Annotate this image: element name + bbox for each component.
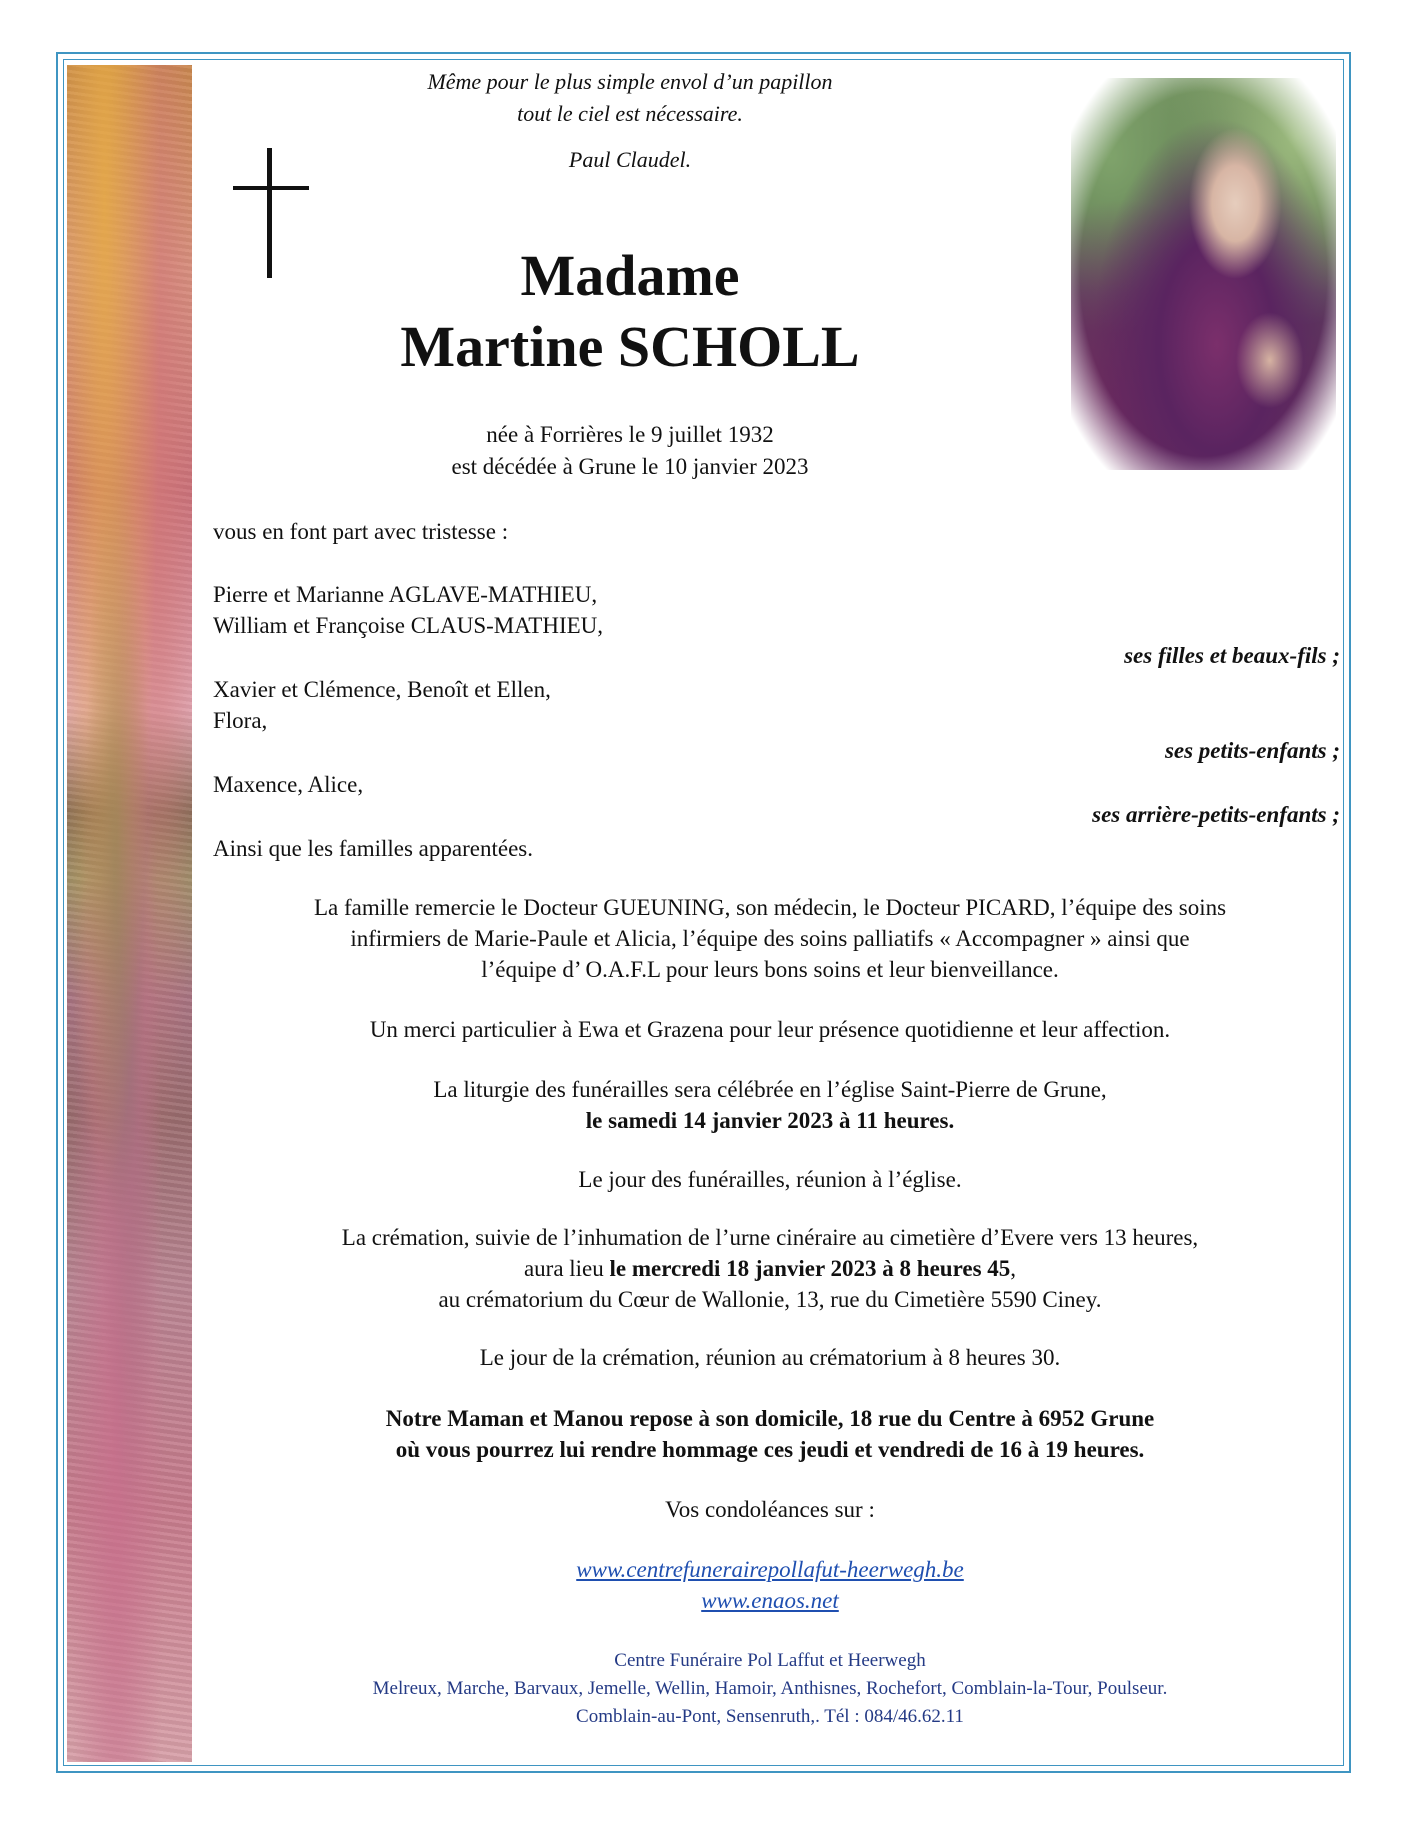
funeral-meeting: Le jour des funérailles, réunion à l’église. [578, 1167, 962, 1192]
condolences-link-funeral-center[interactable]: www.centrefunerairepollafut-heerwegh.be [576, 1557, 964, 1582]
family-line: Maxence, Alice, [213, 772, 364, 797]
relation-great-grandchildren: ses arrière-petits-enfants ; [1092, 802, 1340, 827]
footer-company: Centre Funéraire Pol Laffut et Heerwegh [614, 1650, 926, 1671]
deceased-name: Martine SCHOLL [400, 314, 860, 379]
decorative-floral-strip [67, 65, 192, 1762]
cremation-date: le mercredi 18 janvier 2023 à 8 heures 45 [609, 1256, 1011, 1281]
thanks-line-1: La famille remercie le Docteur GUEUNING, son médecin, le Docteur PICARD, l’équipe des soins [313, 895, 1227, 920]
condolences-label: Vos condoléances sur : [665, 1497, 875, 1522]
announcement-intro: vous en font part avec tristesse : [213, 519, 509, 544]
crematorium-address: au crématorium du Cœur de Wallonie, 13, rue du Cimetière 5590 Ciney. [438, 1287, 1102, 1312]
visitation-line-1: Notre Maman et Manou repose à son domicile, 18 rue du Centre à 6952 Grune [385, 1406, 1155, 1431]
condolences-link-enaos[interactable]: www.enaos.net [701, 1588, 839, 1613]
birth-info: née à Forrières le 9 juillet 1932 [486, 422, 774, 447]
funeral-date: le samedi 14 janvier 2023 à 11 heures. [585, 1108, 955, 1133]
cremation-date-line [200, 1254, 1340, 1284]
quote-line-1: Même pour le plus simple envol d’un papillon [427, 69, 833, 94]
death-info: est décédée à Grune le 10 janvier 2023 [451, 454, 809, 479]
cross-icon [233, 148, 309, 278]
family-line: Flora, [213, 708, 268, 733]
deceased-title: Madame [520, 243, 740, 308]
family-line: Xavier et Clémence, Benoît et Ellen, [213, 677, 551, 702]
announcement-closing: Ainsi que les familles apparentées. [213, 836, 533, 861]
special-thanks: Un merci particulier à Ewa et Grazena pour leur présence quotidienne et leur affection. [369, 1017, 1171, 1042]
relation-grandchildren: ses petits-enfants ; [1164, 738, 1340, 763]
cremation-suffix: , [1010, 1256, 1017, 1281]
cremation-meeting: Le jour de la crémation, réunion au crématorium à 8 heures 30. [479, 1345, 1061, 1370]
family-line: Pierre et Marianne AGLAVE-MATHIEU, [213, 582, 598, 607]
relation-daughters: ses filles et beaux-fils ; [1124, 643, 1340, 668]
cremation-info: La crémation, suivie de l’inhumation de l’urne cinéraire au cimetière d’Evere vers 13 heures, [341, 1225, 1199, 1250]
footer-locations: Melreux, Marche, Barvaux, Jemelle, Wellin, Hamoir, Anthisnes, Rochefort, Comblain-la-Tour, Poulseur. [372, 1678, 1168, 1699]
family-line: William et Françoise CLAUS-MATHIEU, [213, 613, 604, 638]
thanks-line-3: l’équipe d’ O.A.F.L pour leurs bons soins et leur bienveillance. [481, 957, 1059, 982]
funeral-info: La liturgie des funérailles sera célébrée en l’église Saint-Pierre de Grune, [433, 1077, 1107, 1102]
footer-contact: Comblain-au-Pont, Sensenruth,. Tél : 084/46.62.11 [576, 1706, 964, 1727]
condolences-links-row [200, 1588, 1340, 1614]
condolences-links-row [200, 1557, 1340, 1583]
visitation-line-2: où vous pourrez lui rendre hommage ces jeudi et vendredi de 16 à 19 heures. [395, 1437, 1145, 1462]
portrait-photo [1071, 78, 1336, 470]
quote-author: Paul Claudel. [568, 147, 692, 172]
quote-line-2: tout le ciel est nécessaire. [517, 101, 743, 126]
thanks-line-2: infirmiers de Marie-Paule et Alicia, l’équipe des soins palliatifs « Accompagner » ainsi que [350, 926, 1190, 951]
cremation-prefix: aura lieu [523, 1256, 610, 1281]
